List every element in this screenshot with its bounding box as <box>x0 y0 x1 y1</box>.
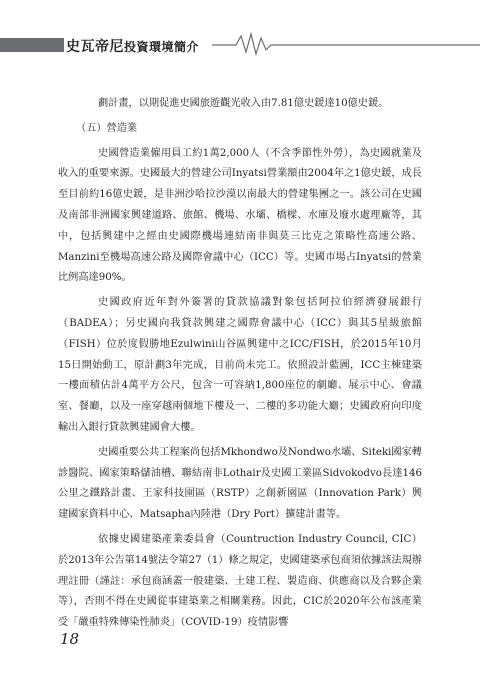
paragraph-1: 史國營造業僱用員工約1萬2,000人（不含季節性外勞），為史國就業及收入的重要來源。史國最大的營建公司Inyatsi營業額由2004年之1億史鍰，成長至目前約16億史鍰，是非洲沙哈拉沙漠以南最大的營建集團之一。該公司在史國及南部非洲國家興建道路、旅館、機場、水壩、橋樑、水庫及廢水處理廠等，其中，包括興建中之經由史國際機場連結南非與莫三比克之策略性高速公路、Manzini至機場高速公路及國際會議中心（ICC）等。史國市場占Inyatsi的營業比例高達90%。 <box>58 147 422 284</box>
paragraph-3: 史國重要公共工程案尚包括Mkhondwo及Nondwo水壩、Siteki國家轉診醫院、國家策略儲油槽、聯結南非Lothair及史國工業區Sidvokodvo長達146公里之鐵路計畫、王家科技園區（RSTP）之創新園區（Innovation Park）興建國家資料中心、Matsapha內陸港（Dry Port）擴建計畫等。 <box>58 446 422 521</box>
continuation-line: 劃計畫，以期促進史國旅遊觀光收入由7.81億史鍰達10億史鍰。 <box>98 98 389 109</box>
header-title-large: 史瓦帝尼 <box>66 39 124 55</box>
section-heading: （五）營造業 <box>76 122 138 134</box>
header-title <box>66 36 199 56</box>
page-number: 18 <box>60 630 80 648</box>
running-header <box>0 0 480 64</box>
header-title-small: 投資環境簡介 <box>124 40 200 54</box>
body-text <box>58 94 422 634</box>
paragraph-2: 史國政府近年對外簽署的貸款協議對象包括阿拉伯經濟發展銀行（BADEA）；另史國向我貸款興建之國際會議中心（ICC）與其5星級旅館（FISH）位於度假勝地Ezulwini山谷區興建中之ICC/FISH，於2015年10月15日開始動工，原計劃3年完成，目前尚未完工。依照設計藍圖，ICC主棟建築一樓面積佔計4萬平方公尺，包含一可容納1,800座位的劇廳、展示中心、會議室、餐廳，以及一座穿越兩個地下樓及一、二樓的多功能大廳；史國政府向印度輸出入銀行貸款興建國會大樓。 <box>58 297 422 433</box>
paragraph-4: 依據史國建築產業委員會（Countruction Industry Council, CIC）於2013年公告第14號法令第27（1）條之規定，史國建築承包商須依據該法規辦理註冊（謹註：承包商涵蓋一般建築、土建工程、製造商、供應商以及合夥企業等），否則不得在史國從事建築業之相關業務。因此，CIC於2020年公布該產業受「嚴重特殊傳染性肺炎」（COVID-19）疫情影響 <box>58 533 422 629</box>
